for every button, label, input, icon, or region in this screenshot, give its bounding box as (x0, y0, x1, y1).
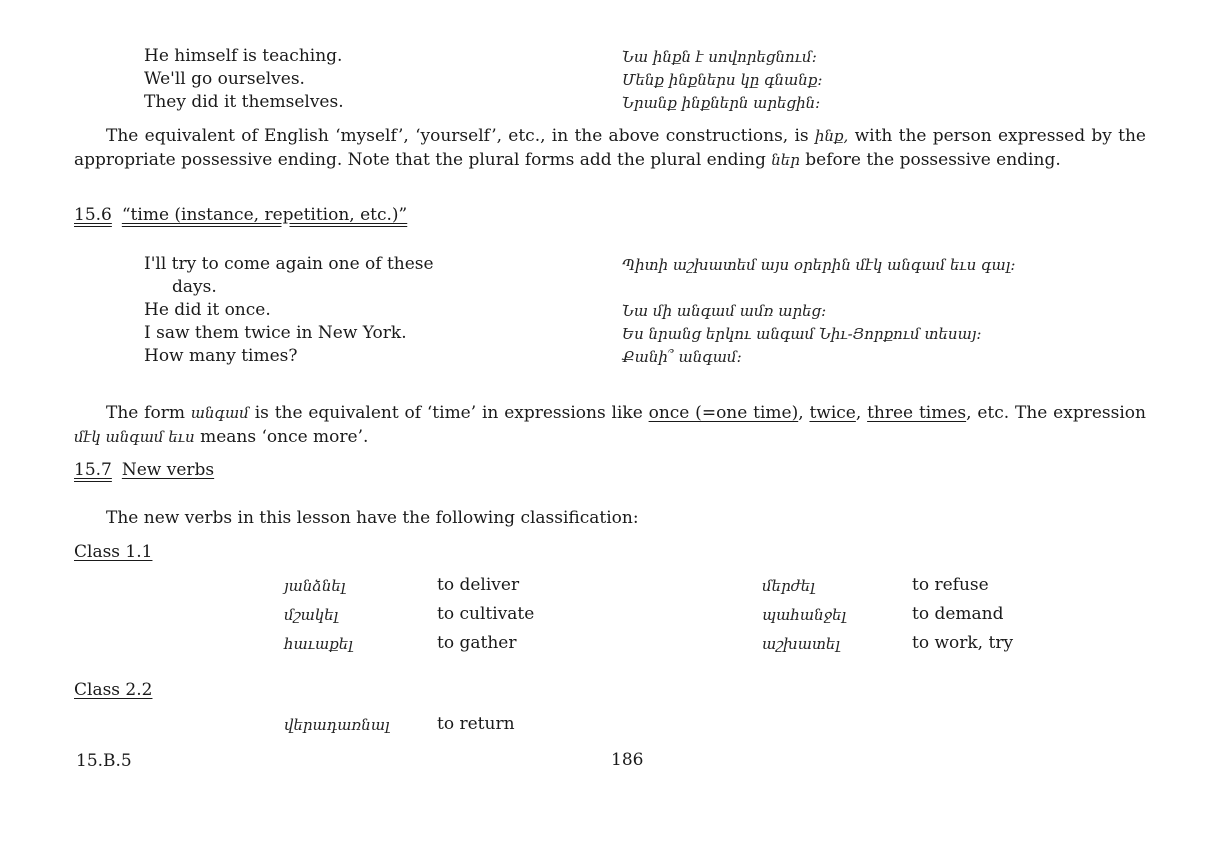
paragraph-time (74, 401, 1146, 449)
example-b-arm-3: Ես նրանց երկու անգամ Նիւ-Յորքում տեսայ։ (622, 325, 982, 343)
verb-en-left-1: to deliver (437, 575, 520, 595)
p2-comma-2: , (855, 403, 868, 423)
example-en-2: We'll go ourselves. (144, 69, 305, 89)
example-b-arm-1: Պիտի աշխատեմ այս օրերին մէկ անգամ եւս գալ։ (622, 256, 1016, 274)
verb-en-right-2: to demand (912, 604, 1004, 624)
verb-arm-left-3: հաւաքել (284, 635, 353, 653)
class-2-2-label: Class 2.2 (74, 680, 153, 700)
example-b-en-2: He did it once. (144, 300, 271, 320)
p2-arm-1: անգամ (190, 404, 249, 422)
page-number: 186 (611, 750, 644, 770)
p2-text-1: The form (106, 403, 191, 423)
p2-text-3: , etc. The expression (966, 403, 1146, 423)
verb-arm-right-1: մերժել (762, 577, 815, 595)
example-arm-3: Նրանք ինքներն արեցին։ (622, 94, 821, 112)
p2-arm-2: մէկ անգամ եւս (74, 428, 195, 446)
p2-underline-three-times: three times (867, 403, 967, 423)
class-1-1-label: Class 1.1 (74, 542, 153, 562)
verb-en-right-1: to refuse (912, 575, 989, 595)
p1-text-1: The equivalent of English ‘myself’, ‘yourself’, etc., in the above constructions, is (106, 126, 815, 146)
p2-text-2: is the equivalent of ‘time’ in expressions like (248, 403, 649, 423)
verb-arm-left-1: յանձնել (284, 577, 346, 595)
p2-underline-once: once (=one time) (648, 403, 799, 423)
example-b-arm-2: Նա մի անգամ ամռ արեց։ (622, 302, 827, 320)
verb-en-right-3: to work, try (912, 633, 1014, 653)
section-heading-15-7 (74, 460, 214, 480)
section-number: 15.6 (74, 205, 112, 225)
example-b-en-1: I'll try to come again one of these (144, 254, 434, 274)
example-b-en-3: I saw them twice in New York. (144, 323, 407, 343)
p2-comma-1: , (798, 403, 810, 423)
example-en-3: They did it themselves. (144, 92, 344, 112)
example-b-en-4: How many times? (144, 346, 298, 366)
verb-arm-left-2: մշակել (284, 606, 339, 624)
paragraph-reflexive (74, 124, 1146, 172)
verb-en-class22-1: to return (437, 714, 515, 734)
section-number: 15.7 (74, 460, 112, 480)
p1-text-2: with the person expressed by the appropriate possessive ending. Note that the plural forms add the plural ending (74, 126, 1146, 170)
example-en-1: He himself is teaching. (144, 46, 343, 66)
p1-arm-2: ներ (771, 151, 800, 169)
example-arm-1: Նա ինքն է սովորեցնում։ (622, 48, 817, 66)
verb-en-left-2: to cultivate (437, 604, 535, 624)
footer-section-ref: 15.B.5 (76, 751, 132, 771)
p1-text-3: before the possessive ending. (799, 150, 1061, 170)
section-heading-15-6 (74, 205, 407, 225)
example-b-en-1-cont: days. (172, 277, 217, 297)
verb-arm-right-3: աշխատել (762, 635, 840, 653)
example-b-arm-4: Քանի՞ անգամ։ (622, 348, 742, 366)
verb-arm-right-2: պահանջել (762, 606, 847, 624)
verb-en-left-3: to gather (437, 633, 517, 653)
example-arm-2: Մենք ինքներս կը գնանք։ (622, 71, 823, 89)
p2-underline-twice: twice (809, 403, 856, 423)
paragraph-classification: The new verbs in this lesson have the following classification: (106, 508, 639, 528)
section-title: New verbs (121, 460, 215, 480)
verb-arm-class22-1: վերադառնալ (284, 716, 390, 734)
section-title: “time (instance, repetition, etc.)” (121, 205, 408, 225)
p1-arm-1: ինք, (814, 127, 849, 145)
p2-text-4: means ‘once more’. (194, 427, 369, 447)
